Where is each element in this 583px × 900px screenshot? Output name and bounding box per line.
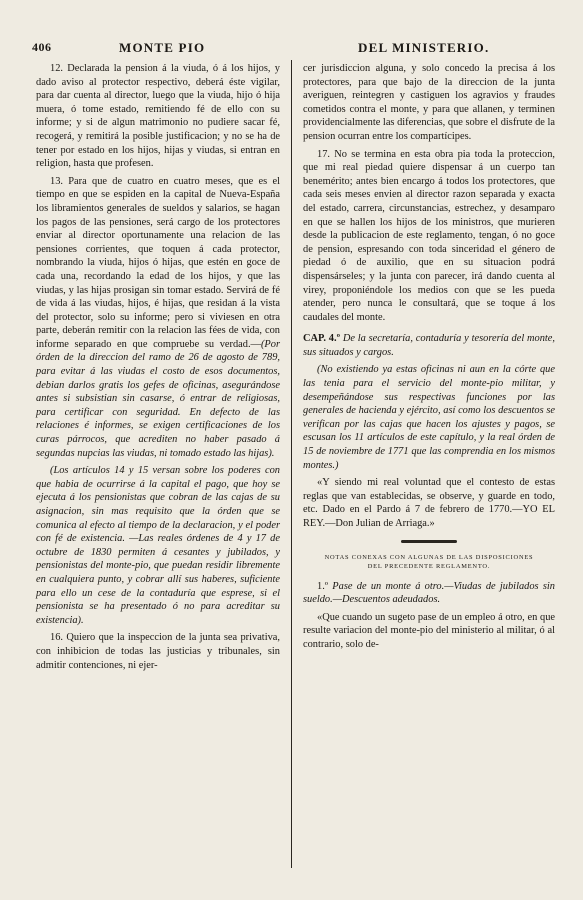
article-17: 17. No se termina en esta obra pia toda la proteccion, que mi real piedad quiere dispensar á un cuerpo tan benemérito; antes bien encargo á todos los protectores, que cada seis meses envien al director razon separada y exacta del estado, carrera, circunstancias, estrechez, y desamparo en que se hallen los hijos de los ministros, que murieren desde la publicacion de este reglamento, tengan, ó no goce de pension, espresando con toda sinceridad el género de piedad ó de auxilio, que en su situacion podrá dispensárseles; y la junta con parecer, irá dando cuenta al virey, proponiéndole los medios con que se les pueda atender, pero nunca le consultará, que se toque á los caudales del monte. xyxy=(303,148,555,323)
chapter-note: (No existiendo ya estas oficinas ni aun en la córte que las tenia para el servicio del monte-pio militar, y desempeñándose sus respectivas funciones por las generales de hacienda y ejército, así como los descuentos se verifican por las cajas que hacen los ajustes y pagos, se escusan los 11 artículos de este capítulo, y la real órden de 15 de noviembre de 1771 que las comprendia en los mismos montes.) xyxy=(303,364,555,471)
article-16-continued: cer jurisdiccion alguna, y solo concedo la precisa á los protectores, para que bajo de la direccion de la junta averiguen, reintegren y castiguen los agravios y fraudes cometidos contra el monte, y para que allanen, y terminen providencialmente las diferencias, que sobre el disfrute de la pension ocurran entre los compartícipes. xyxy=(303,63,555,142)
running-title-right: DEL MINISTERIO. xyxy=(358,40,490,55)
running-title-left: MONTE PIO xyxy=(119,40,206,55)
right-column xyxy=(303,62,555,652)
column-divider xyxy=(291,60,292,868)
note-1-text: «Que cuando un sugeto pase de un empleo á otro, en que resulte variacion del monte-pio del ministerio al militar, ó al contrario, solo de- xyxy=(303,611,555,650)
page-number: 406 xyxy=(32,40,52,54)
closing-formula: «Y siendo mi real voluntad que el contesto de estas reglas que van establecidas, se observe, y guarde en todo, etc. Dado en el Pardo á 7 de febrero de 1770.—YO EL REY.—Don Julian de Arriaga.» xyxy=(303,477,555,529)
note-1-heading xyxy=(303,580,555,607)
page-header xyxy=(0,40,583,58)
note-articles-14-15: (Los artículos 14 y 15 versan sobre los poderes con que habia de ocurrirse á la capital el pago, que hoy se ejecuta á los pensionistas que cobran de las cajas de su asignacion, sin mas requisito que la órden que se comunica al efecto al tiempo de la declaracion, y el poder con fé de existencia. —Las reales órdenes de 4 y 17 de octubre de 1830 permiten á cesantes y jubilados, y pensionistas del monte-pio, que puedan residir libremente en cualquiera punto, y cobrar allí sus haberes, suficiente para ello un cese de la contaduría que esprese, si el pensionista se ha presentado ó no para acreditar su existencia). xyxy=(36,465,280,626)
chapter-heading xyxy=(303,332,555,359)
chapter-title: De la secretaría, contaduría y tesorería del monte, sus situados y cargos. xyxy=(303,333,555,358)
ornamental-rule xyxy=(401,540,457,543)
notes-title-line-2: DEL PRECEDENTE REGLAMENTO. xyxy=(367,562,491,570)
note-1-title: Pase de un monte á otro.—Viudas de jubilados sin sueldo.—Descuentos adeudados. xyxy=(303,580,555,606)
article-13 xyxy=(36,175,280,460)
chapter-label: CAP. 4.º xyxy=(303,333,341,345)
article-16-start: 16. Quiero que la inspeccion de la junta sea privativa, con inhibicion de todas las justicias y tribunales, sin admitir contenciones, ni ejer- xyxy=(36,632,280,671)
article-12: 12. Declarada la pension á la viuda, ó á los hijos, y dado aviso al protector respectivo, deberá éste vigilar, para dar cuenta al director, luego que la viuda, hijo ó hija muera, ó tome estado, remitiendo fé de ello con su informe; y si de algun matrimonio no pudiere sacar fé, recogerá, y remitirá la posible justificacion; y no se ha de tener por estado en los hijos, hijas y viudas, si entran en religion, hasta que profesen. xyxy=(36,63,280,170)
notes-title-line-1: NOTAS CONEXAS CON ALGUNAS DE LAS DISPOSICIONES xyxy=(324,553,534,561)
article-13-text: 13. Para que de cuatro en cuatro meses, que es el tiempo en que se espiden en la capital de Nueva-España los libramientos generales de sueldos y salarios, se hagan los pagos de las pensiones, será cargo de los protectores enviar al director oportunamente una relacion de las pensiones corrientes, que toquen á cada protector, nombrando la viuda, hijos ó hijas, que estén en goce de cada una, recordando la edad de los hijos, y que las viudas, y las hijas prosigan sin tomar estado. Servirá de fé de vida á las viudas, hijos, é hijas, que residan á la vista del protector, solo su informe; pero si viviesen en otra parte, deberán remitir con la relacion las fées de vida, con informe separado en que compruebe su verdad.— xyxy=(36,175,280,350)
notes-section-title xyxy=(303,553,555,571)
article-13-note: (Por órden de la direccion del ramo de 26 de agosto de 789, para evitar á las viudas el costo de esos documentos, debian darlos gratis los gefes de oficinas, asegurándose antes si subsistian sin casarse, ó entrar de religiosas, para certificar con seguridad. En defecto de las relaciones é informes, se exigen certificaciones de los curas párrocos, que acrediten no haber pasado á segundas nupcias las viudas, ni tomado estado las hijas). xyxy=(36,338,280,459)
note-1-label: 1.º xyxy=(317,580,329,592)
left-column xyxy=(36,62,280,672)
